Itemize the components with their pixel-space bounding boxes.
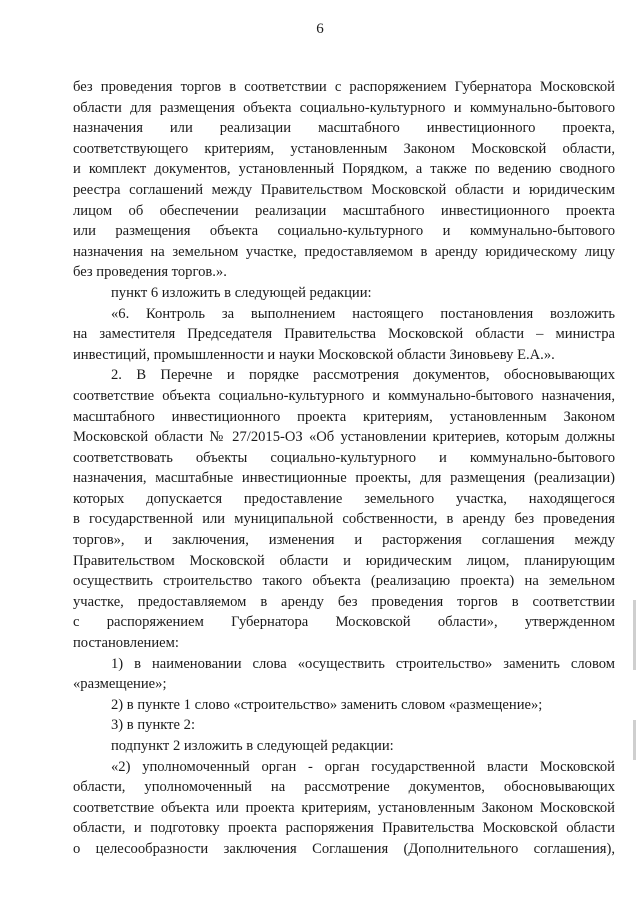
text-line: соответствующего критериям, установленным Законом Московской области,: [73, 140, 615, 157]
text-line: 1) в наименовании слова «осуществить строительство» заменить словом: [111, 655, 615, 672]
text-line: подпункт 2 изложить в следующей редакции:: [111, 738, 394, 754]
text-line: масштабного инвестиционного проекта критериям, установленным Законом: [73, 408, 615, 425]
text-line: области, и подготовку проекта распоряжения Правительства Московской области: [73, 820, 615, 837]
text-line: «2) уполномоченный орган - орган государственной власти Московской: [111, 758, 615, 775]
text-line: лицом об обеспечении реализации масштабного инвестиционного проекта: [73, 202, 615, 219]
text-line: соответствие объекта социально-культурного и коммунально-бытового назначения,: [73, 387, 615, 404]
text-line: области, уполномоченный на рассмотрение документов, обосновывающих: [73, 779, 615, 796]
text-line: «6. Контроль за выполнением настоящего постановления возложить: [111, 305, 615, 322]
page-number: 6: [316, 21, 324, 37]
text-line: на заместителя Председателя Правительства Московской области – министра: [73, 326, 615, 343]
text-line: назначения, масштабные инвестиционные проекты, для размещения (реализации): [73, 470, 615, 487]
text-line: области для размещения объекта социально-культурного и коммунально-бытового: [73, 99, 615, 116]
text-line: Московской области № 27/2015-ОЗ «Об установлении критериев, которым должны: [73, 429, 615, 446]
text-line: назначения или реализации масштабного инвестиционного проекта,: [73, 120, 615, 137]
text-line: пункт 6 изложить в следующей редакции:: [111, 284, 372, 301]
text-line: и комплект документов, установленный Порядком, а также по ведению сводного: [73, 161, 615, 178]
text-line: 2. В Перечне и порядке рассмотрения документов, обосновывающих: [111, 367, 615, 384]
document-body: [73, 77, 615, 860]
text-line: инвестиций, промышленности и науки Московской области Зиновьеву Е.А.».: [73, 346, 555, 363]
text-line: участке, предоставляемом в аренду без проведения торгов в соответствии: [73, 593, 615, 610]
text-line: без проведения торгов.».: [73, 264, 227, 281]
text-line: реестра соглашений между Правительством Московской области и юридическим: [73, 181, 615, 198]
text-line: назначения на земельном участке, предоставляемом в аренду юридическому лицу: [73, 243, 615, 260]
text-line: 3) в пункте 2:: [111, 717, 196, 734]
text-line: с распоряжением Губернатора Московской области», утвержденном: [73, 614, 615, 631]
text-line: осуществить строительство такого объекта (реализацию проекта) на земельном: [73, 573, 615, 590]
text-line: о целесообразности заключения Соглашения (Дополнительного соглашения),: [73, 840, 615, 857]
text-line: Правительством Московской области и юридическим лицом, планирующим: [73, 552, 615, 569]
text-line: «размещение»;: [73, 676, 167, 693]
text-line: торгов», и заключения, изменения и расторжения соглашения между: [73, 532, 615, 549]
text-line: в государственной или муниципальной собственности, в аренду без проведения: [73, 511, 615, 528]
text-line: без проведения торгов в соответствии с распоряжением Губернатора Московской: [73, 79, 615, 95]
scan-margin-mark: [633, 720, 636, 760]
text-line: которых допускается предоставление земельного участка, находящегося: [73, 490, 615, 507]
scan-margin-mark: [633, 600, 636, 670]
text-line: постановлением:: [73, 635, 179, 652]
text-line: или размещения объекта социально-культурного и коммунально-бытового: [73, 223, 615, 240]
text-line: соответствие объекта или проекта критериям, установленным Законом Московской: [73, 799, 615, 816]
text-line: соответствовать объекты социально-культурного и коммунально-бытового: [73, 449, 615, 466]
text-line: 2) в пункте 1 слово «строительство» заменить словом «размещение»;: [111, 696, 543, 713]
